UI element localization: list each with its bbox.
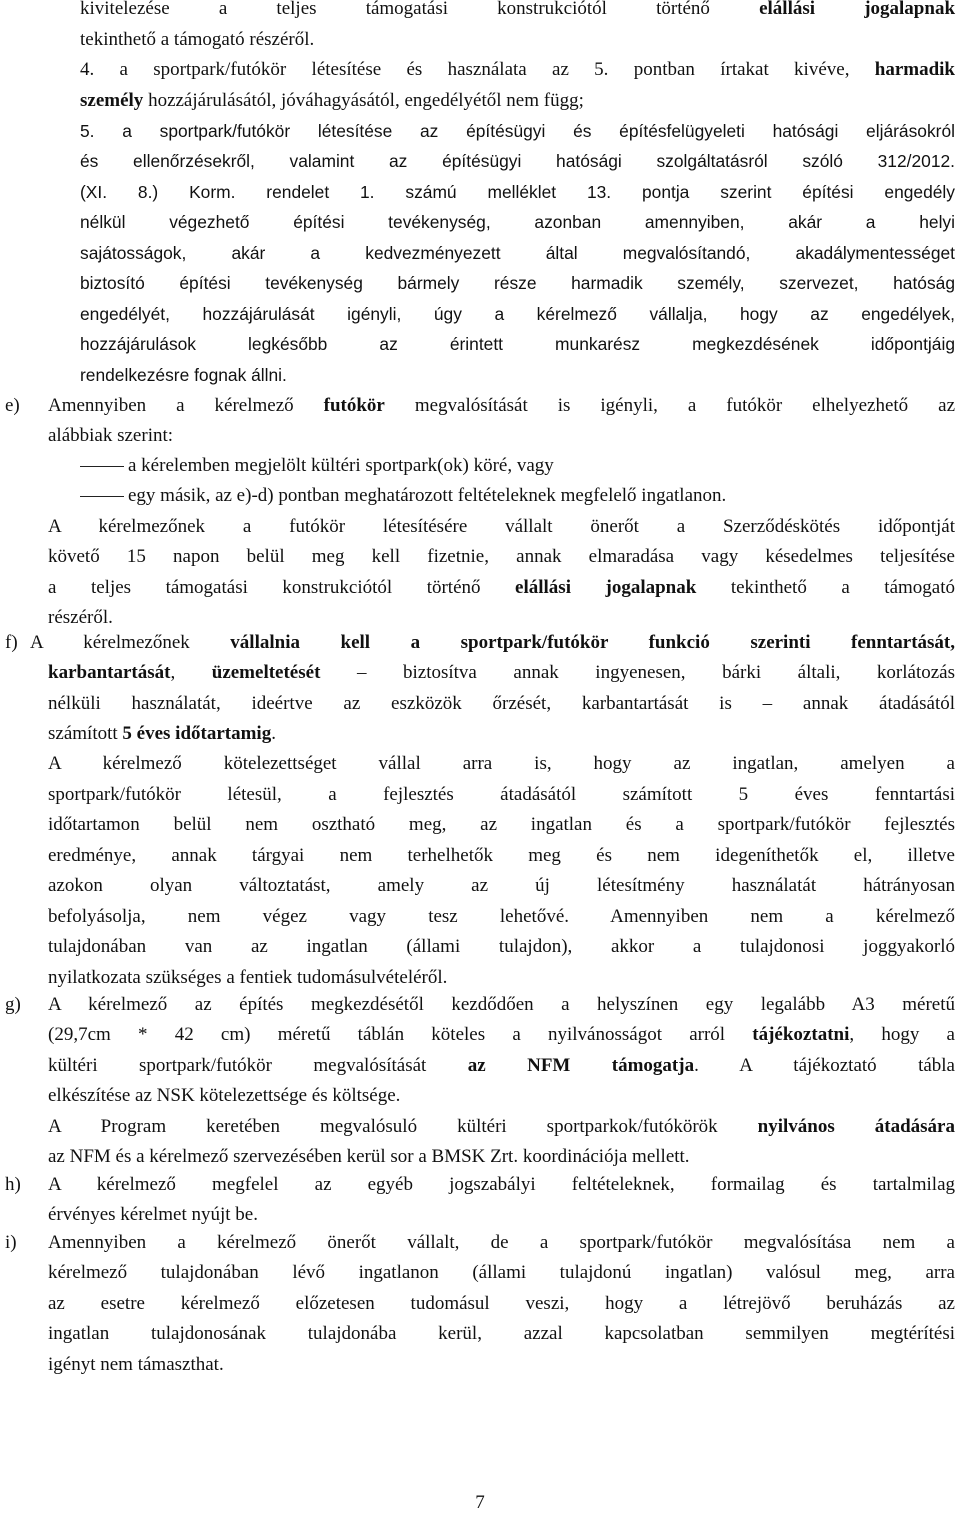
text: alábbiak szerint: [48,425,174,446]
text: nélküli használatát, ideértve az eszközök őrzését, karbantartását is – annak átadásától [48,693,955,714]
text: hozzájárulások legkésőbb az érintett munkarész megkezdésének időpontjáig [80,334,955,354]
text: 4. a sportpark/futókör létesítése és használata az 5. pontban írtakat kivéve, [80,59,875,80]
list-item-5-line9 [80,360,955,391]
list-item-5-line6 [80,268,955,299]
bold-text: üzemeltetését [211,662,321,683]
text: elkészítése az NSK kötelezettsége és költsége. [48,1085,401,1106]
text: rendelkezésre fognak állni. [80,365,287,385]
section-g-p2-line1 [48,1112,955,1143]
list-item-4 [80,55,955,86]
section-i-line5 [48,1350,955,1381]
bold-text: nyilvános átadására [757,1116,955,1137]
dash-bullet-icon [80,466,124,467]
dash-bullet-icon [80,496,124,497]
text: tulajdonában van az ingatlan (állami tulajdon), akkor a tulajdonosi joggyakorló [48,936,955,957]
section-g-line1 [48,990,955,1021]
text: érvényes kérelmet nyújt be. [48,1204,258,1225]
section-i-line2 [48,1258,955,1289]
section-f-p2-line7 [48,932,955,963]
text: kérelmező tulajdonában lévő ingatlanon (állami tulajdonú ingatlan) valósul meg, arra [48,1262,955,1283]
list-item-5-line8 [80,329,955,360]
section-e-p2-line2 [48,542,955,573]
paragraph-continuation-2 [80,25,955,56]
text: nélkül végezhető építési tevékenység, azonban amennyiben, akár a helyi [80,212,955,232]
text: biztosító építési tevékenység bármely része harmadik személy, szervezet, hatóság [80,273,955,293]
text: a teljes támogatási konstrukciótól történő [48,577,516,598]
section-i-line3 [48,1289,955,1320]
section-f-p2-line6 [48,902,955,933]
text: engedélyét, hozzájárulását igényli, úgy a kérelmező vállalja, hogy az engedélyek, [80,304,955,324]
text: Amennyiben a kérelmező [48,395,324,416]
section-g-line3 [48,1051,955,1082]
text: ingatlan tulajdonosának tulajdonába kerül, azzal kapcsolatban semmilyen megtérítési [48,1323,955,1344]
text: A Program keretében megvalósuló kültéri sportparkok/futókörök [48,1116,758,1137]
section-label-h: h) [5,1174,21,1195]
text: részéről. [48,607,113,628]
bold-text: vállalnia kell a sportpark/futókör funkció szerinti fenntartását, [230,632,955,653]
text: A kérelmező az építés megkezdésétől kezdődően a helyszínen egy legalább A3 méretű [48,994,955,1015]
text: 5. a sportpark/futókör létesítése az építésügyi és építésfelügyeleti hatósági eljárásokról [80,121,955,141]
section-f-p2-line5 [48,871,955,902]
text: egy másik, az e)-d) pontban meghatározott feltételeknek megfelelő ingatlanon. [128,485,727,506]
text: sportpark/futókör létesül, a fejlesztés átadásától számított 5 éves fenntartási [48,784,955,805]
text: megvalósítását is igényli, a futókör elhelyezhető az [384,395,956,416]
bold-text: harmadik [874,59,955,80]
text: (29,7cm * 42 cm) méretű táblán köteles a nyilvánosságot arról [48,1024,753,1045]
list-item-5-line7 [80,299,955,330]
text: , [170,662,212,683]
section-g-line4 [48,1081,955,1112]
section-f-p2-line2 [48,780,955,811]
list-item-4-line2 [80,86,955,117]
bold-text: elállási jogalapnak [759,0,956,19]
section-label-f: f) [5,632,18,653]
section-g-p2-line2 [48,1142,955,1173]
text: időtartamon belül nem osztható meg, az ingatlan és a sportpark/futókör fejlesztés [48,814,955,835]
section-e-p2-line1 [48,512,955,543]
section-i-line1 [48,1228,955,1259]
text: befolyásolja, nem végez vagy tesz lehetővé. Amennyiben nem a kérelmező [48,906,955,927]
section-f-line3 [48,689,955,720]
bold-text: tájékoztatni [752,1024,850,1045]
section-f-p2-line8 [48,963,955,994]
section-h-line1 [48,1170,955,1201]
bold-text: személy [80,90,144,111]
text: . A tájékoztató tábla [694,1055,955,1076]
bold-text: az NFM támogatja [467,1055,695,1076]
paragraph-continuation [80,0,955,25]
text: az esetre kérelmező előzetesen tudomásul veszi, hogy a létrejövő beruházás az [48,1293,955,1314]
section-i-line4 [48,1319,955,1350]
list-item-5-line5 [80,238,955,269]
text: A kérelmező kötelezettséget vállal arra is, hogy az ingatlan, amelyen a [48,753,955,774]
text: követő 15 napon belül meg kell fizetnie, annak elmaradása vagy késedelmes teljesítése [48,546,955,567]
bullet-item-2 [80,481,726,512]
text: azokon olyan változtatást, amely az új létesítmény használatát hátrányosan [48,875,955,896]
section-f-line4 [48,719,955,750]
text: Amennyiben a kérelmező önerőt vállalt, de a sportpark/futókör megvalósítása nem a [48,1232,955,1253]
text: kültéri sportpark/futókör megvalósítását [48,1055,468,1076]
text: A kérelmezőnek a futókör létesítésére vállalt önerőt a Szerződéskötés időpontját [48,516,955,537]
list-item-5-line4 [80,207,955,238]
text: . [271,723,276,744]
text: sajátosságok, akár a kedvezményezett által megvalósítandó, akadálymentességet [80,243,955,263]
text: kivitelezése a teljes támogatási konstrukciótól történő [80,0,760,19]
text: igényt nem támaszthat. [48,1354,224,1375]
bold-text: futókör [323,395,385,416]
text: , hogy a [849,1024,955,1045]
text: számított [48,723,123,744]
section-f-line1 [30,628,955,659]
section-f-p2-line1 [48,749,955,780]
section-f-p2-line3 [48,810,955,841]
text: – biztosítva annak ingyenesen, bárki általi, korlátozás [320,662,956,683]
text: A kérelmezőnek [30,632,231,653]
text: eredménye, annak tárgyai nem terhelhetők meg és nem idegeníthetők el, illetve [48,845,955,866]
text: tekinthető a támogató [696,577,955,598]
list-item-5-line1 [80,116,955,147]
bold-text: elállási jogalapnak [515,577,697,598]
text: az NFM és a kérelmező szervezésében kerül sor a BMSK Zrt. koordinációja mellett. [48,1146,690,1167]
bullet-item-1 [80,451,554,482]
section-label-e: e) [5,395,20,416]
text: (XI. 8.) Korm. rendelet 1. számú melléklet 13. pontja szerint építési engedély [80,182,955,202]
bold-text: karbantartását [48,662,171,683]
section-h-line2 [48,1200,955,1231]
section-e-p2-line3 [48,573,955,604]
text: hozzájárulásától, jóváhagyásától, engedélyétől nem függ; [143,90,584,111]
section-label-i: i) [5,1232,17,1253]
section-e-line2 [48,421,955,452]
list-item-5-line3 [80,177,955,208]
section-f-line2 [48,658,955,689]
text: és ellenőrzésekről, valamint az építésügyi hatósági szolgáltatásról szóló 312/2012. [80,151,955,171]
section-g-line2 [48,1020,955,1051]
page-number: 7 [475,1492,485,1513]
section-e-line1 [48,391,955,422]
text: A kérelmező megfelel az egyéb jogszabályi feltételeknek, formailag és tartalmilag [48,1174,955,1195]
text: a kérelemben megjelölt kültéri sportpark(ok) köré, vagy [128,455,554,476]
list-item-5-line2 [80,146,955,177]
section-f-p2-line4 [48,841,955,872]
section-label-g: g) [5,994,21,1015]
bold-text: 5 éves időtartamig [122,723,272,744]
text: tekinthető a támogató részéről. [80,29,315,50]
text: nyilatkozata szükséges a fentiek tudomásulvételéről. [48,967,448,988]
